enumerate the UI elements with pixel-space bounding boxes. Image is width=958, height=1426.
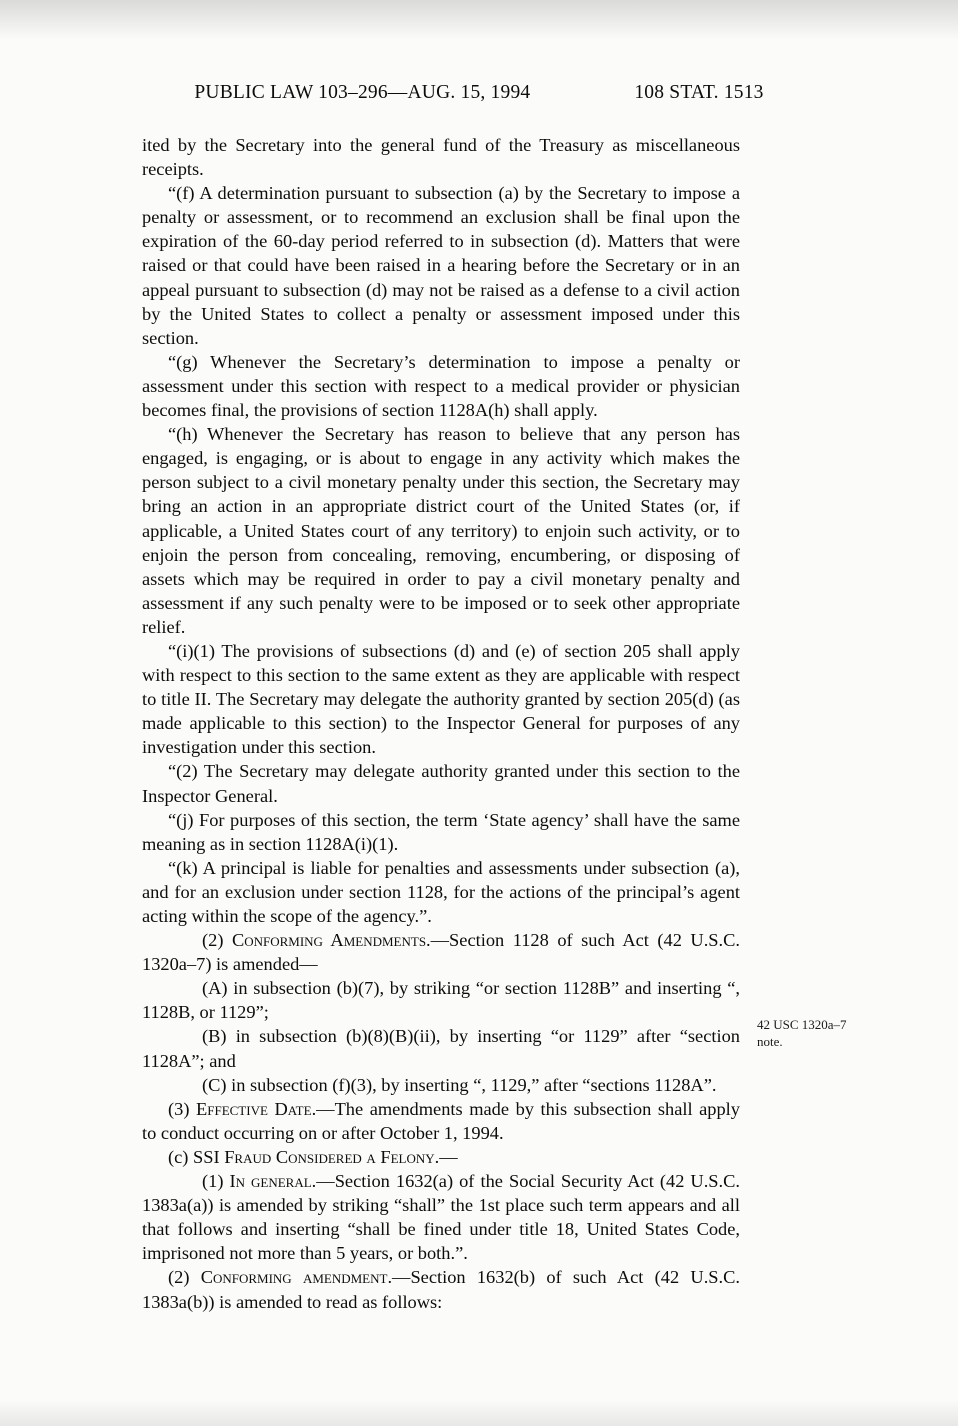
text-conforming-amendment: —Section 1632(b) of such Act (42 U.S.C. 1383a(b)) is amended to read as follows: xyxy=(142,1267,740,1312)
document-body xyxy=(142,133,740,1314)
paragraph-effective-date xyxy=(142,1097,740,1145)
margin-note-label: note. xyxy=(757,1034,783,1049)
heading-conforming-amendments: (2) Conforming Amendments. xyxy=(202,930,431,951)
page-header xyxy=(0,82,958,104)
heading-conforming-amendment: (2) Conforming amendment. xyxy=(168,1267,393,1288)
number-effective-date: (3) xyxy=(168,1098,196,1119)
paragraph-subsection-h: “(h) Whenever the Secretary has reason to believe that any person has engaged, is engaging, or is about to engage in any activity which makes the person subject to a civil monetary penalty under this section, the Secretary may bring an action in an appropriate district court of the United States (or, if applicable, a United States court of any territory) to enjoin such activity, or to enjoin the person from concealing, removing, encumbering, or disposing of assets which may be required in order to pay a civil monetary penalty and assessment if any such penalty were to be imposed or to seek other appropriate relief. xyxy=(142,424,740,637)
paragraph-continuation: ited by the Secretary into the general fund of the Treasury as miscellaneous receipts. xyxy=(142,135,740,180)
paragraph-subsection-f: “(f) A determination pursuant to subsection (a) by the Secretary to impose a penalty or assessment, or to recommend an exclusion shall be final upon the expiration of the 60-day period referred to in subsection (d). Matters that were raised or that could have been raised in a hearing before the Secretary or in an appeal pursuant to subsection (d) may not be raised as a defense to a civil action by the United States to collect a penalty or assessment imposed under this section. xyxy=(142,183,740,348)
text-ssi-fraud-dash: — xyxy=(439,1146,458,1167)
header-law-citation: PUBLIC LAW 103–296—AUG. 15, 1994 xyxy=(194,82,531,103)
paragraph-ssi-fraud-heading xyxy=(142,1145,740,1169)
paragraph-amendment-b: (B) in subsection (b)(8)(B)(ii), by inserting “or 1129” after “section 1128A”; and xyxy=(142,1026,740,1071)
text-effective-date: —The amendments made by this subsection shall apply to conduct occurring on or after October 1, 1994. xyxy=(142,1098,740,1143)
text-in-general: —Section 1632(a) of the Social Security Act (42 U.S.C. 1383a(a)) is amended by striking “shall” the 1st place such term appears and all that follows and inserting “shall be fined under title 18, United States Code, imprisoned not more than 5 years, or both.”. xyxy=(142,1171,740,1264)
paragraph-amendment-c: (C) in subsection (f)(3), by inserting “, 1129,” after “sections 1128A”. xyxy=(202,1074,717,1095)
paragraph-conforming-amendments xyxy=(142,928,740,976)
paragraph-subsection-k: “(k) A principal is liable for penalties and assessments under subsection (a), and for an exclusion under section 1128, for the actions of the principal’s agent acting within the scope of the agency.”. xyxy=(142,857,740,926)
margin-note xyxy=(757,1016,917,1050)
paragraph-conforming-amendment xyxy=(142,1265,740,1313)
paragraph-subsection-i1: “(i)(1) The provisions of subsections (d) and (e) of section 205 shall apply with respect to this section to the same extent as they are applicable with respect to title II. The Secretary may delegate the authority granted by section 205(d) (as made applicable to this section) to the Inspector General for purposes of any investigation under this section. xyxy=(142,640,740,758)
paragraph-subsection-j: “(j) For purposes of this section, the term ‘State agency’ shall have the same meaning as in section 1128A(i)(1). xyxy=(142,809,740,854)
text-conforming-amendments: —Section 1128 of such Act (42 U.S.C. 1320a–7) is amended— xyxy=(142,930,740,975)
heading-effective-date: Effective Date. xyxy=(196,1098,317,1119)
heading-in-general: (1) In general. xyxy=(202,1171,317,1192)
header-statute-page: 108 STAT. 1513 xyxy=(634,82,764,103)
paragraph-amendment-a: (A) in subsection (b)(7), by striking “or section 1128B” and inserting “, 1128B, or 1129”; xyxy=(142,978,740,1023)
heading-ssi-fraud: SSI Fraud Considered a Felony. xyxy=(193,1146,440,1167)
paragraph-in-general xyxy=(142,1169,740,1265)
margin-note-citation: 42 USC 1320a–7 xyxy=(757,1017,847,1032)
number-subsection-c: (c) xyxy=(168,1146,194,1167)
paragraph-subsection-i2: “(2) The Secretary may delegate authority granted under this section to the Inspector General. xyxy=(142,761,740,806)
paragraph-subsection-g: “(g) Whenever the Secretary’s determination to impose a penalty or assessment under this section with respect to a medical provider or physician becomes final, the provisions of section 1128A(h) shall apply. xyxy=(142,351,740,421)
